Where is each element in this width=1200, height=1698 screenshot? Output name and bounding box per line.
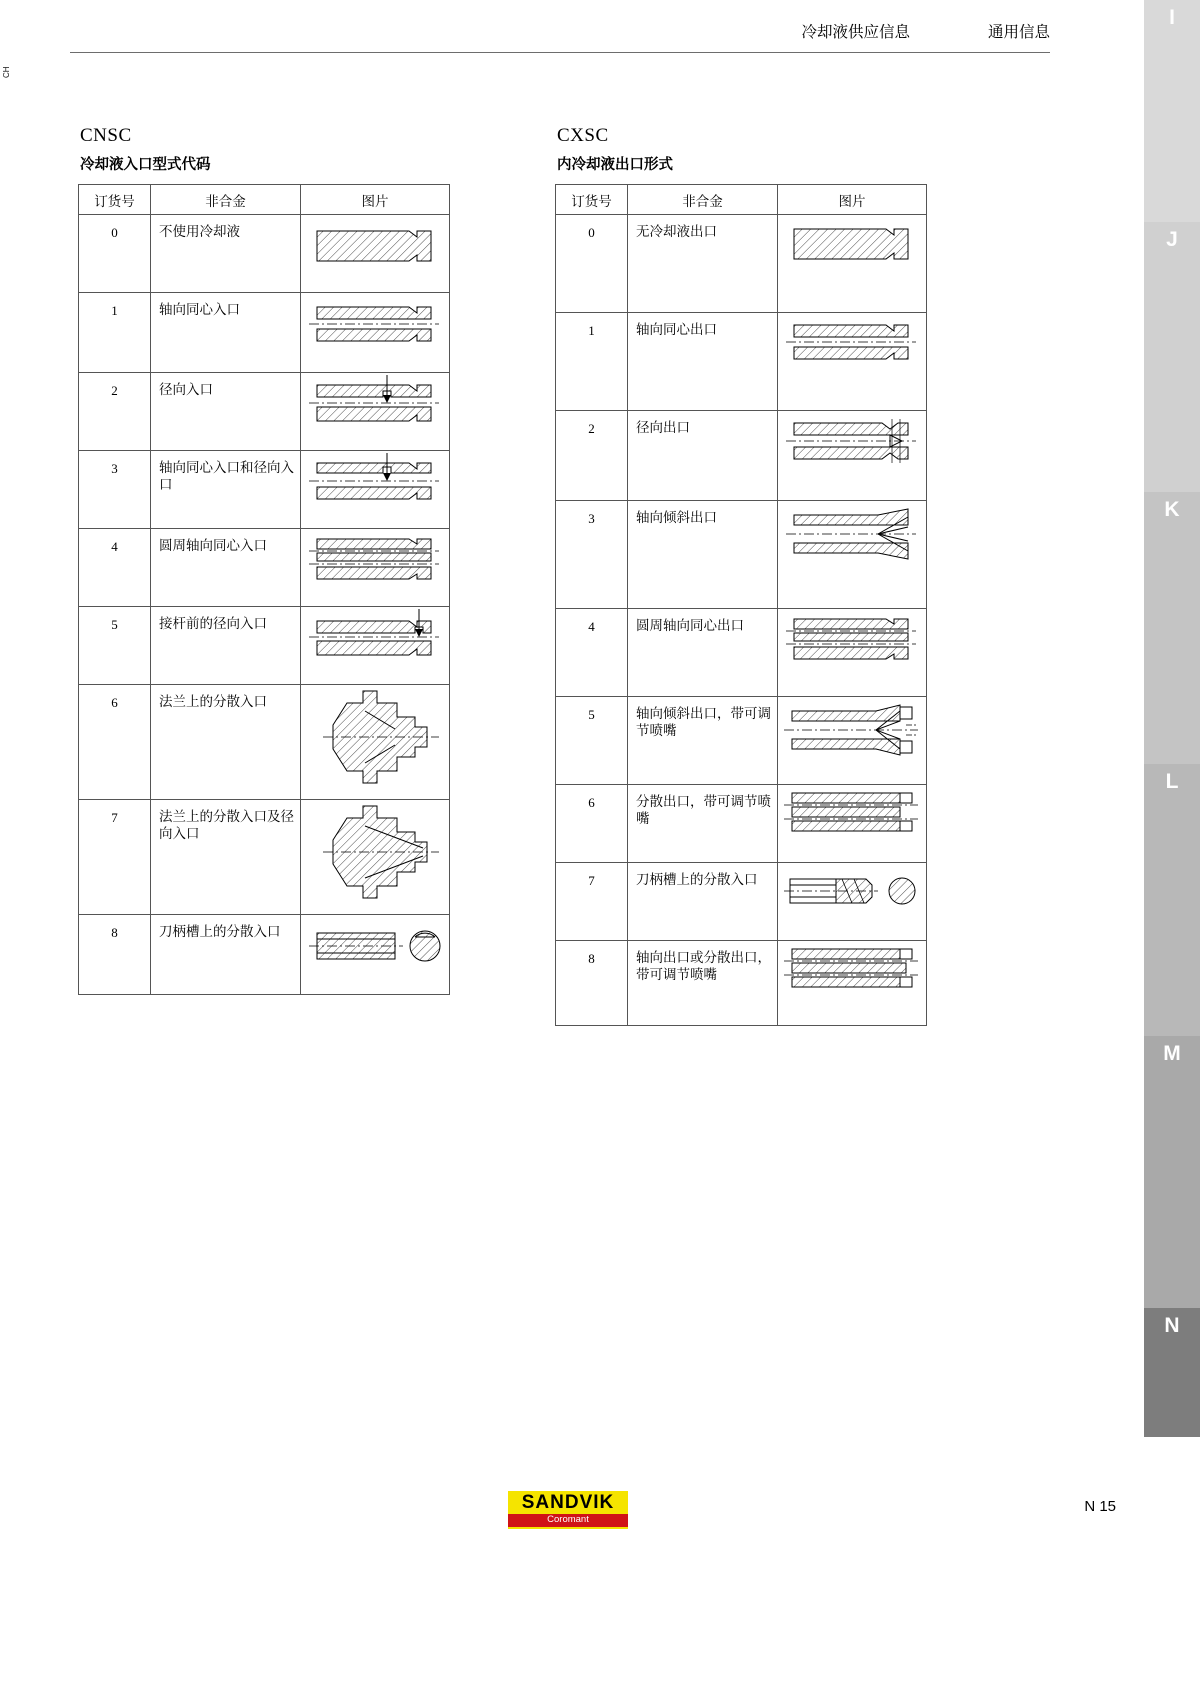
chapter-tab-j[interactable] [1144,222,1200,492]
cell-description: 不使用冷却液 [151,215,301,293]
side-language-code: CH [2,66,11,78]
diagram-radial-outlet [778,411,926,473]
cell-description: 法兰上的分散入口及径向入口 [151,800,301,915]
cell-order-no: 3 [556,501,628,609]
diagram-axial-angled-outlet [778,501,926,571]
cell-picture [778,697,927,785]
table-row [556,697,927,785]
cell-description: 圆周轴向同心出口 [628,609,778,697]
cell-order-no: 5 [79,607,151,685]
chapter-tab-m[interactable] [1144,1036,1200,1308]
cell-picture [778,313,927,411]
cell-description: 分散出口，带可调节喷嘴 [628,785,778,863]
cell-description: 接杆前的径向入口 [151,607,301,685]
table-row [79,373,450,451]
cell-description: 径向入口 [151,373,301,451]
diagram-slot-dispersed-inlet [301,915,449,977]
col-header-order-no: 订货号 [556,185,628,215]
chapter-tab-label: K [1164,498,1180,521]
cell-order-no: 4 [79,529,151,607]
cell-order-no: 6 [79,685,151,800]
cell-description: 轴向同心入口 [151,293,301,373]
page-number: N 15 [1084,1498,1116,1515]
diagram-axial-and-radial-inlet [301,451,449,513]
table-row [556,609,927,697]
diagram-angled-outlet-adjustable-nozzle [778,697,926,763]
cell-order-no: 2 [556,411,628,501]
diagram-plain-shank [301,215,449,277]
chapter-tab-i[interactable] [1144,0,1200,222]
section-cxsc [555,125,955,1026]
page-header [70,20,1050,48]
table-header-row [556,185,927,215]
diagram-axial-central-inlet [301,293,449,355]
chapter-tab-label: L [1165,770,1179,793]
cnsc-table [78,184,450,995]
cell-picture [301,215,450,293]
table-row [79,915,450,995]
diagram-axial-or-dispersed-outlet [778,941,926,1003]
diagram-radial-inlet-front [301,607,449,669]
cell-picture [778,411,927,501]
header-section-title: 冷却液供应信息 [801,24,910,41]
cell-picture [778,609,927,697]
table-header-row [79,185,450,215]
diagram-slot-dispersed-outlet [778,863,926,919]
cell-picture [778,863,927,941]
cell-picture [301,607,450,685]
cell-description: 轴向同心入口和径向入口 [151,451,301,529]
cell-description: 无冷却液出口 [628,215,778,313]
sandvik-coromant-logo [508,1491,628,1529]
cell-picture [778,501,927,609]
cell-description: 径向出口 [628,411,778,501]
diagram-flange-and-radial-inlet [301,800,449,905]
table-row [556,411,927,501]
section-code: CNSC [80,125,132,146]
table-row [79,607,450,685]
cell-picture [301,800,450,915]
cxsc-table [555,184,927,1026]
col-header-picture: 图片 [301,185,450,215]
cell-order-no: 8 [556,941,628,1026]
cell-order-no: 3 [79,451,151,529]
cell-order-no: 0 [556,215,628,313]
cell-description: 轴向倾斜出口 [628,501,778,609]
diagram-radial-inlet [301,373,449,435]
cell-order-no: 7 [79,800,151,915]
diagram-axial-central-outlet [778,313,926,371]
diagram-flange-dispersed-inlet [301,685,449,790]
header-chapter-title: 通用信息 [987,24,1050,41]
chapter-tab-strip [1144,0,1200,1437]
cell-picture [301,529,450,607]
chapter-tab-label: J [1166,228,1178,251]
cell-picture [301,685,450,800]
logo-wordmark: SANDVIK [521,1492,615,1514]
cell-order-no: 1 [79,293,151,373]
col-header-picture: 图片 [778,185,927,215]
table-row [79,685,450,800]
cell-order-no: 7 [556,863,628,941]
cell-order-no: 8 [79,915,151,995]
cell-description: 轴向同心出口 [628,313,778,411]
table-row [556,941,927,1026]
table-row [556,785,927,863]
cell-description: 法兰上的分散入口 [151,685,301,800]
cell-picture [778,785,927,863]
cell-picture [301,451,450,529]
cell-picture [778,215,927,313]
cell-description: 刀柄槽上的分散入口 [151,915,301,995]
table-row [79,215,450,293]
diagram-circumferential-axial-inlet [301,529,449,591]
cell-picture [301,293,450,373]
cell-order-no: 2 [79,373,151,451]
chapter-tab-label: N [1164,1314,1180,1337]
section-title: 冷却液入口型式代码 [80,157,211,173]
cell-order-no: 6 [556,785,628,863]
col-header-order-no: 订货号 [79,185,151,215]
table-row [79,529,450,607]
chapter-tab-k[interactable] [1144,492,1200,764]
cell-order-no: 1 [556,313,628,411]
cell-order-no: 4 [556,609,628,697]
cell-picture [778,941,927,1026]
table-row [79,800,450,915]
diagram-no-coolant-outlet [778,215,926,273]
table-row [79,293,450,373]
section-cnsc [78,125,478,995]
cell-description: 轴向倾斜出口，带可调节喷嘴 [628,697,778,785]
table-row [556,215,927,313]
table-row [556,501,927,609]
cell-description: 轴向出口或分散出口，带可调节喷嘴 [628,941,778,1026]
cell-description: 圆周轴向同心入口 [151,529,301,607]
cell-description: 刀柄槽上的分散入口 [628,863,778,941]
cell-picture [301,373,450,451]
chapter-tab-l[interactable] [1144,764,1200,1036]
cell-picture [301,915,450,995]
section-code: CXSC [557,125,609,146]
chapter-tab-label: I [1169,6,1175,29]
table-row [556,313,927,411]
chapter-tab-label: M [1163,1042,1181,1065]
col-header-alloy: 非合金 [151,185,301,215]
diagram-dispersed-outlet-adjustable-nozzle [778,785,926,843]
col-header-alloy: 非合金 [628,185,778,215]
header-divider [70,52,1050,53]
diagram-circumferential-axial-outlet [778,609,926,671]
chapter-tab-n[interactable] [1144,1308,1200,1437]
logo-subbrand: Coromant [508,1514,628,1527]
cell-order-no: 5 [556,697,628,785]
section-title: 内冷却液出口形式 [557,157,673,173]
table-row [79,451,450,529]
table-row [556,863,927,941]
cell-order-no: 0 [79,215,151,293]
